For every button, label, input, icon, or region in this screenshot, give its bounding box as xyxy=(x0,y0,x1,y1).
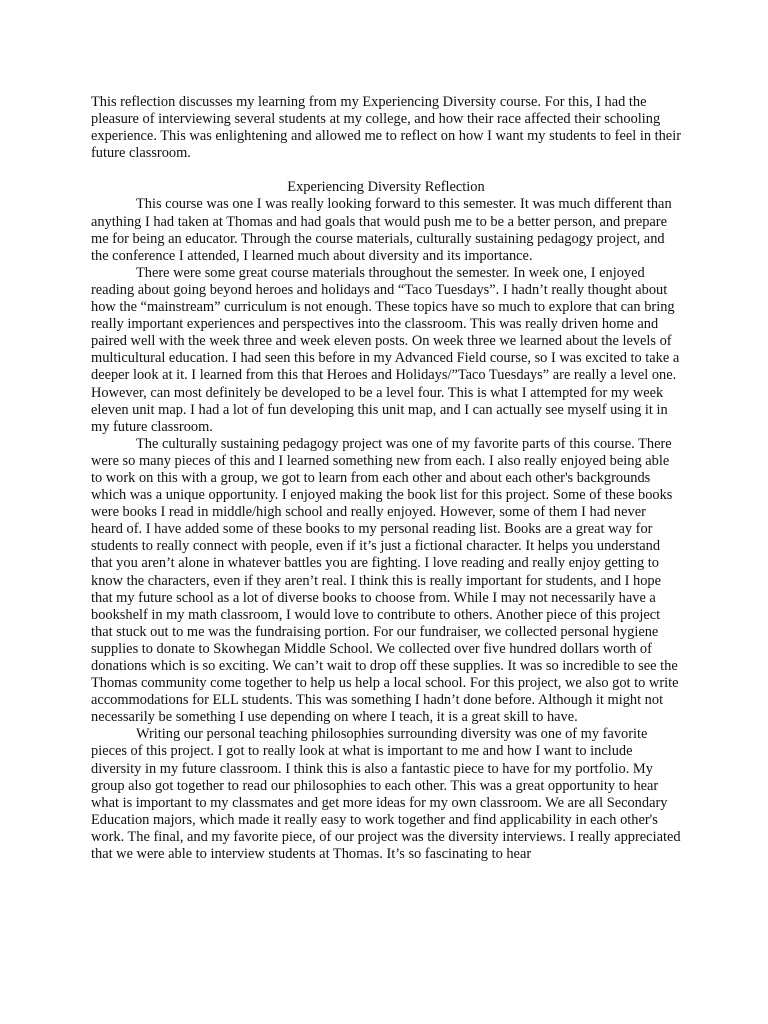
document-page xyxy=(91,94,681,863)
body-paragraph: There were some great course materials throughout the semester. In week one, I enjoyed reading about going beyond heroes and holidays and “Taco Tuesdays”. I hadn’t really thought about how the “mainstream” curriculum is not enough. These topics have so much to explore that can bring really important experiences and perspectives into the classroom. This was really driven home and paired well with the week three and week eleven posts. On week three we learned about the levels of multicultural education. I had seen this before in my Advanced Field course, so I was excited to take a deeper look at it. I learned from this that Heroes and Holidays/”Taco Tuesdays” are really a level one. However, can most definitely be developed to be a level four. This is what I attempted for my week eleven unit map. I had a lot of fun developing this unit map, and I can actually see myself using it in my future classroom. xyxy=(91,264,680,435)
body-paragraph: The culturally sustaining pedagogy project was one of my favorite parts of this course. There were so many pieces of this and I learned something new from each. I also really enjoyed being able to work on this with a group, we got to learn from each other and about each other's backgrounds which was a unique opportunity. I enjoyed making the book list for this project. Some of these books were books I read in middle/high school and really enjoyed. However, some of them I had never heard of. I have added some of these books to my personal reading list. Books are a great way for students to really connect with people, even if it’s just a fictional character. It helps you understand that you aren’t alone in whatever battles you are fighting. I love reading and really enjoy getting to know the characters, even if they aren’t real. I think this is really important for students, and I hope that my future school as a lot of diverse books to choose from. While I may not necessarily have a bookshelf in my math classroom, I would love to contribute to others. Another piece of this project that stuck out to me was the fundraising portion. For our fundraiser, we collected personal hygiene supplies to donate to Skowhegan Middle School. We collected over five hundred dollars worth of donations which is so exciting. We can’t wait to drop off these supplies. It was so incredible to see the Thomas community come together to help us help a local school. For this project, we also got to write accommodations for ELL students. This was something I hadn’t done before. Although it might not necessarily be something I use depending on where I teach, it is a great skill to have. xyxy=(91,435,679,726)
document-title: Experiencing Diversity Reflection xyxy=(287,179,485,196)
body-paragraph: This course was one I was really looking forward to this semester. It was much different than anything I had taken at Thomas and had goals that would push me to be a better person, and prepare me for being an educator. Through the course materials, culturally sustaining pedagogy project, and the conference I attended, I learned much about diversity and its importance. xyxy=(91,196,672,264)
intro-paragraph: This reflection discusses my learning from my Experiencing Diversity course. For this, I had the pleasure of interviewing several students at my college, and how their race affected their schooling experience. This was enlightening and allowed me to reflect on how I want my students to feel in their future classroom. xyxy=(91,94,681,162)
body-paragraph: Writing our personal teaching philosophies surrounding diversity was one of my favorite pieces of this project. I got to really look at what is important to me and how I want to include diversity in my future classroom. I think this is also a fantastic piece to have for my portfolio. My group also got together to read our philosophies to each other. This was a great opportunity to hear what is important to my classmates and get more ideas for my own classroom. We are all Secondary Education majors, which made it really easy to work together and find applicability in each other's work. The final, and my favorite piece, of our project was the diversity interviews. I really appreciated that we were able to interview students at Thomas. It’s so fascinating to hear xyxy=(91,726,681,863)
